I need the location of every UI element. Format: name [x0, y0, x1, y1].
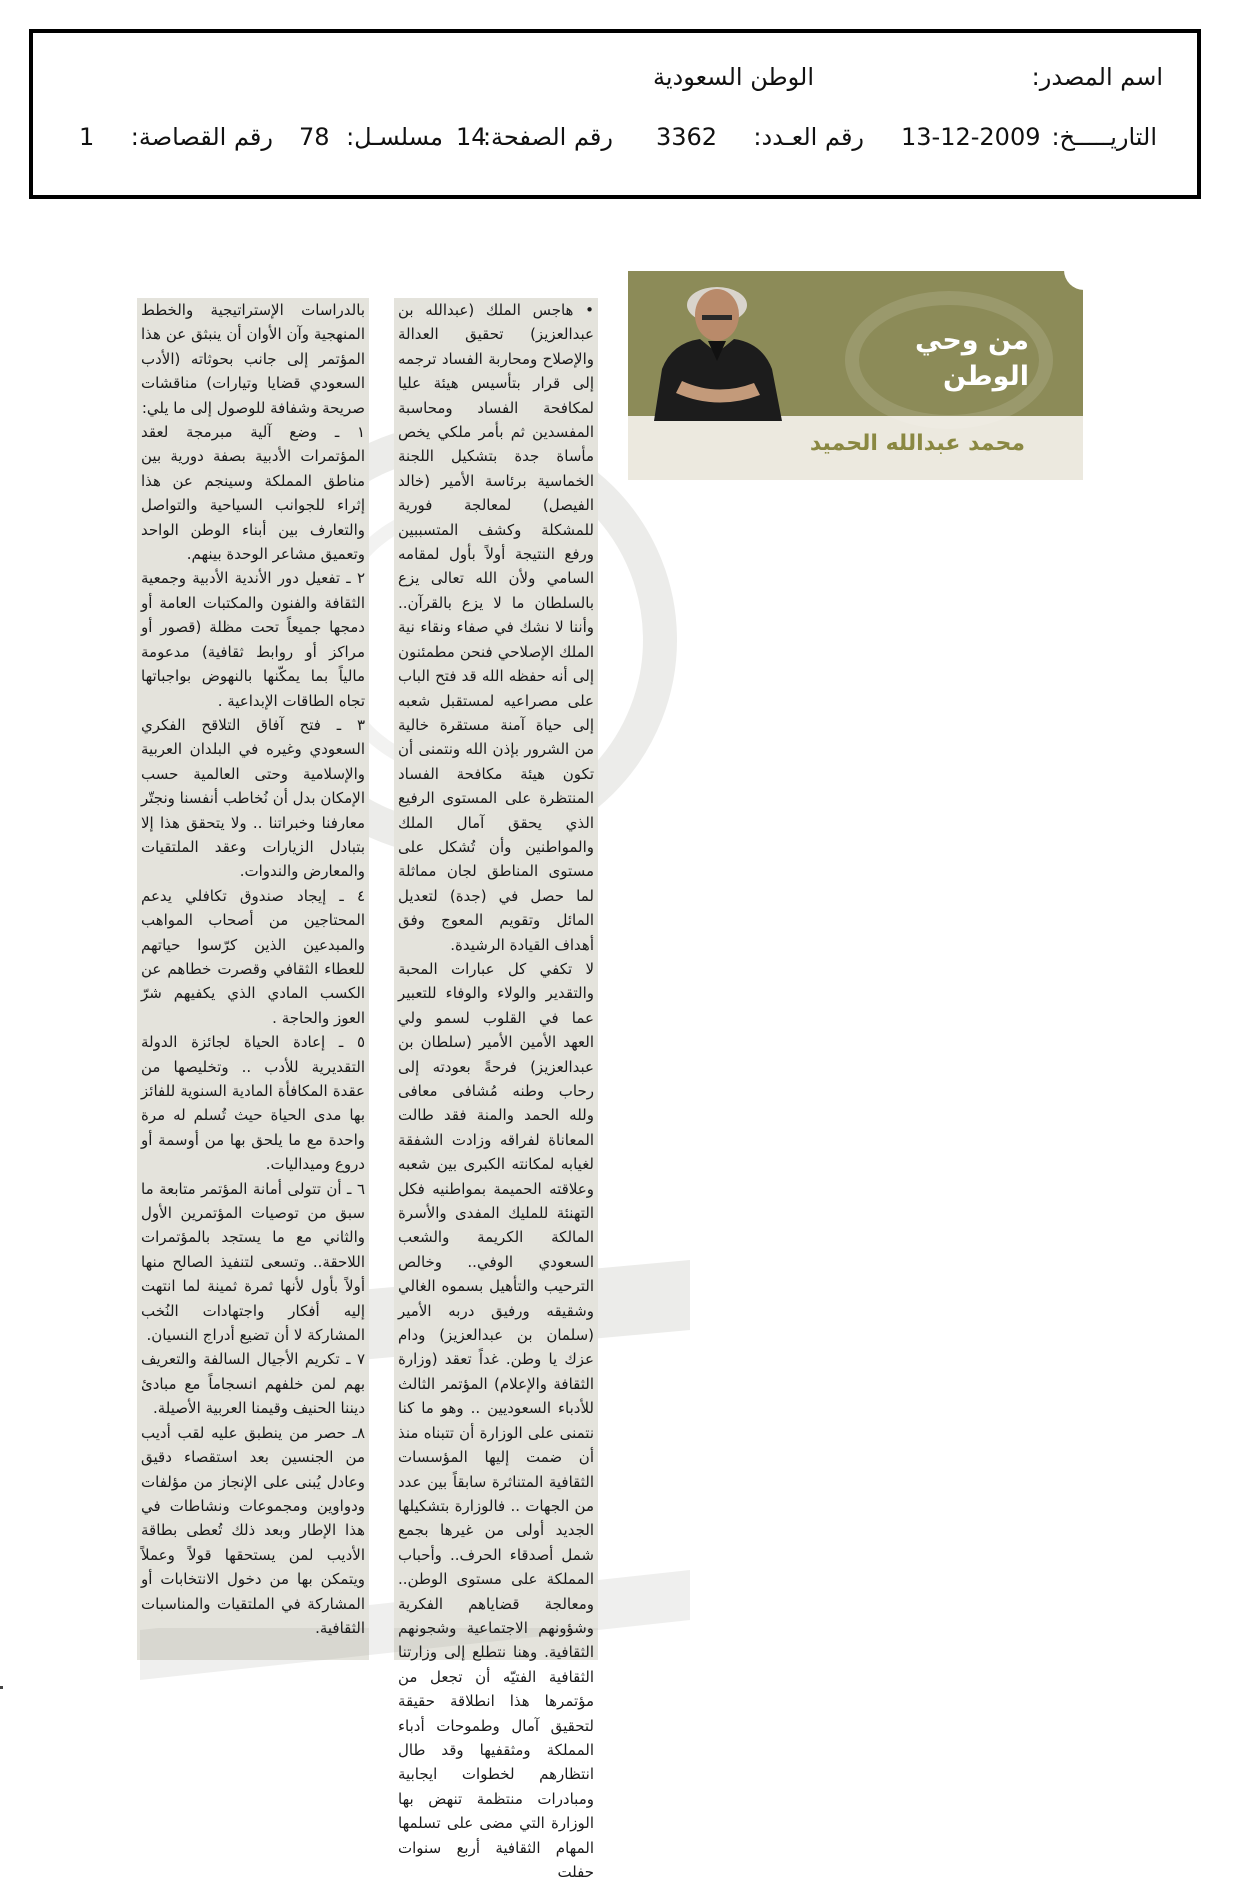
issue-value: 3362	[656, 123, 718, 151]
serial-value: 78	[299, 123, 330, 151]
date-value: 13-12-2009	[901, 123, 1041, 151]
article-column-2	[137, 298, 369, 1637]
issue-label: رقم العـدد:	[753, 123, 864, 151]
page-label: رقم الصفحة:	[482, 123, 613, 151]
clip-value: 1	[79, 123, 95, 151]
source-value: الوطن السعودية	[653, 63, 814, 91]
article-column-1	[394, 298, 598, 1881]
clip-label: رقم القصاصة:	[130, 123, 273, 151]
source-label: اسم المصدر:	[1031, 63, 1163, 91]
article-column-1-text: • هاجس الملك (عبدالله بن عبدالعزيز) تحقيق العدالة والإصلاح ومحاربة الفساد ترجمه إلى قرار بتأسيس هيئة عليا لمكافحة الفساد ومحاسبة المفسدين ثم بأمر ملكي يخص مأساة جدة بتشكيل اللجنة الخماسية برئاسة الأمير (خالد الفيصل) لمعالجة فورية للمشكلة وكشف المتسببين ورفع النتيجة أولاً بأول لمقامه السامي ولأن الله تعالى يزع بالسلطان ما لا يزع بالقرآن.. وأننا لا نشك في صفاء ونقاء نية الملك الإصلاحي فنحن مطمئنون إلى أنه حفظه الله قد فتح الباب على مصراعيه لمستقبل شعبه إلى حياة آمنة مستقرة خالية من الشرور بإذن الله ونتمنى أن تكون هيئة مكافحة الفساد المنتظرة على المستوى الرفيع الذي يحقق آمال الملك والمواطنين وأن تُشكل على مستوى المناطق لجان مماثلة لما حصل في (جدة) لتعديل المائل وتقويم المعوج وفق أهداف القيادة الرشيدة. لا تكفي كل عبارات المحبة والتقدير والولاء والوفاء للتعبير عما في القلوب لسمو ولي العهد الأمين الأمير (سلطان بن عبدالعزيز) فرحةً بعودته إلى رحاب وطنه مُشافى معافى ولله الحمد والمنة فقد طالت المعاناة لفراقه وزادت الشفقة لغيابه لمكانته الكبرى بين شعبه وعلاقته الحميمة بمواطنيه فكل التهنئة للمليك المفدى والأسرة المالكة الكريمة والشعب السعودي الوفي.. وخالص الترحيب والتأهيل بسموه الغالي وشقيقه ورفيق دربه الأمير (سلمان بن عبدالعزيز) ودام عزك يا وطن. غداً تعقد (وزارة الثقافة والإعلام) المؤتمر الثالث للأدباء السعوديين .. وهو ما كنا نتمنى على الوزارة أن تتبناه منذ أن ضمت إليها المؤسسات الثقافية المتناثرة سابقاً بين عدد من الجهات .. فالوزارة بتشكيلها الجديد أولى من غيرها بجمع شمل أصدقاء الحرف.. وأحباب المملكة على مستوى الوطن.. ومعالجة قضاياهم الفكرية وشؤونهم الاجتماعية وشجونهم الثقافية. وهنا نتطلع إلى وزارتنا الثقافية الفتيّه أن تجعل من مؤتمرها هذا انطلاقة حقيقة لتحقيق آمال وطموحات أدباء المملكة ومثقفيها وقد طال انتظارهم لخطوات ايجابية ومبادرات منتظمة تنهض بها الوزارة التي مضى على تسلمها المهام الثقافية أربع سنوات حفلت	[398, 301, 594, 1881]
date-label: التاريـــــخ:	[1051, 123, 1157, 151]
page-dot	[0, 1686, 3, 1689]
author-name: محمد عبدالله الحميد	[809, 431, 1025, 456]
author-photo	[642, 271, 792, 421]
page-value: 14	[456, 123, 487, 151]
column-title-line-2: الوطن	[942, 361, 1029, 392]
serial-label: مسلسـل:	[346, 123, 443, 151]
column-title	[915, 323, 1029, 395]
column-header-card	[628, 271, 1083, 480]
article-column-2-text: بالدراسات الإستراتيجية والخطط المنهجية وآن الأوان أن ينبثق عن هذا المؤتمر إلى جانب بحوثاته (الأدب السعودي قضايا وتيارات) مناقشات صريحة وشفافة للوصول إلى ما يلي: ١ ـ وضع آلية مبرمجة لعقد المؤتمرات الأدبية بصفة دورية بين مناطق المملكة وسينجم عن هذا إثراء للجوانب السياحية والتواصل والتعارف بين أبناء الوطن الواحد وتعميق مشاعر الوحدة بينهم. ٢ ـ تفعيل دور الأندية الأدبية وجمعية الثقافة والفنون والمكتبات العامة أو دمجها جميعاً تحت مظلة (قصور أو مراكز أو روابط ثقافية) مدعومة مالياً بما يمكّنها بالنهوض بواجباتها تجاه الطاقات الإبداعية . ٣ ـ فتح آفاق التلاقح الفكري السعودي وغيره في البلدان العربية والإسلامية وحتى العالمية حسب الإمكان بدل أن نُخاطب أنفسنا ونجتّر معارفنا وخبراتنا .. ولا يتحقق هذا إلا بتبادل الزيارات وعقد الملتقيات والمعارض والندوات. ٤ ـ إيجاد صندوق تكافلي يدعم المحتاجين من أصحاب المواهب والمبدعين الذين كرّسوا حياتهم للعطاء الثقافي وقصرت خطاهم عن الكسب المادي الذي يكفيهم شرّ العوز والحاجة . ٥ ـ إعادة الحياة لجائزة الدولة التقديرية للأدب .. وتخليصها من عقدة المكافأة المادية السنوية للفائز بها مدى الحياة حيث تُسلم له مرة واحدة مع ما يلحق بها من أوسمة أو دروع وميداليات. ٦ ـ أن تتولى أمانة المؤتمر متابعة ما سبق من توصيات المؤتمرين الأول والثاني مع ما يستجد بالمؤتمرات اللاحقة.. وتسعى لتنفيذ الصالح منها أولاً بأول لأنها ثمرة ثمينة لما انتهت إليه أفكار واجتهادات النُخب المشاركة لا أن تضيع أدراج النسيان. ٧ ـ تكريم الأجيال السالفة والتعريف بهم لمن خلفهم انسجاماً مع مبادئ ديننا الحنيف وقيمنا العربية الأصيلة. ٨ـ حصر من ينطبق عليه لقب أديب من الجنسين بعد استقصاء دقيق وعادل يُبنى على الإنجاز من مؤلفات ودواوين ومجموعات ونشاطات في هذا الإطار وبعد ذلك تُعطى بطاقة الأديب لمن يستحقها قولاً وعملاً ويتمكن بها من دخول الانتخابات أو المشاركة في الملتقيات والمناسبات الثقافية.	[140, 301, 365, 1637]
column-banner	[628, 271, 1083, 416]
clipping-header-box	[29, 29, 1201, 199]
column-title-line-1: من وحي	[915, 325, 1029, 356]
